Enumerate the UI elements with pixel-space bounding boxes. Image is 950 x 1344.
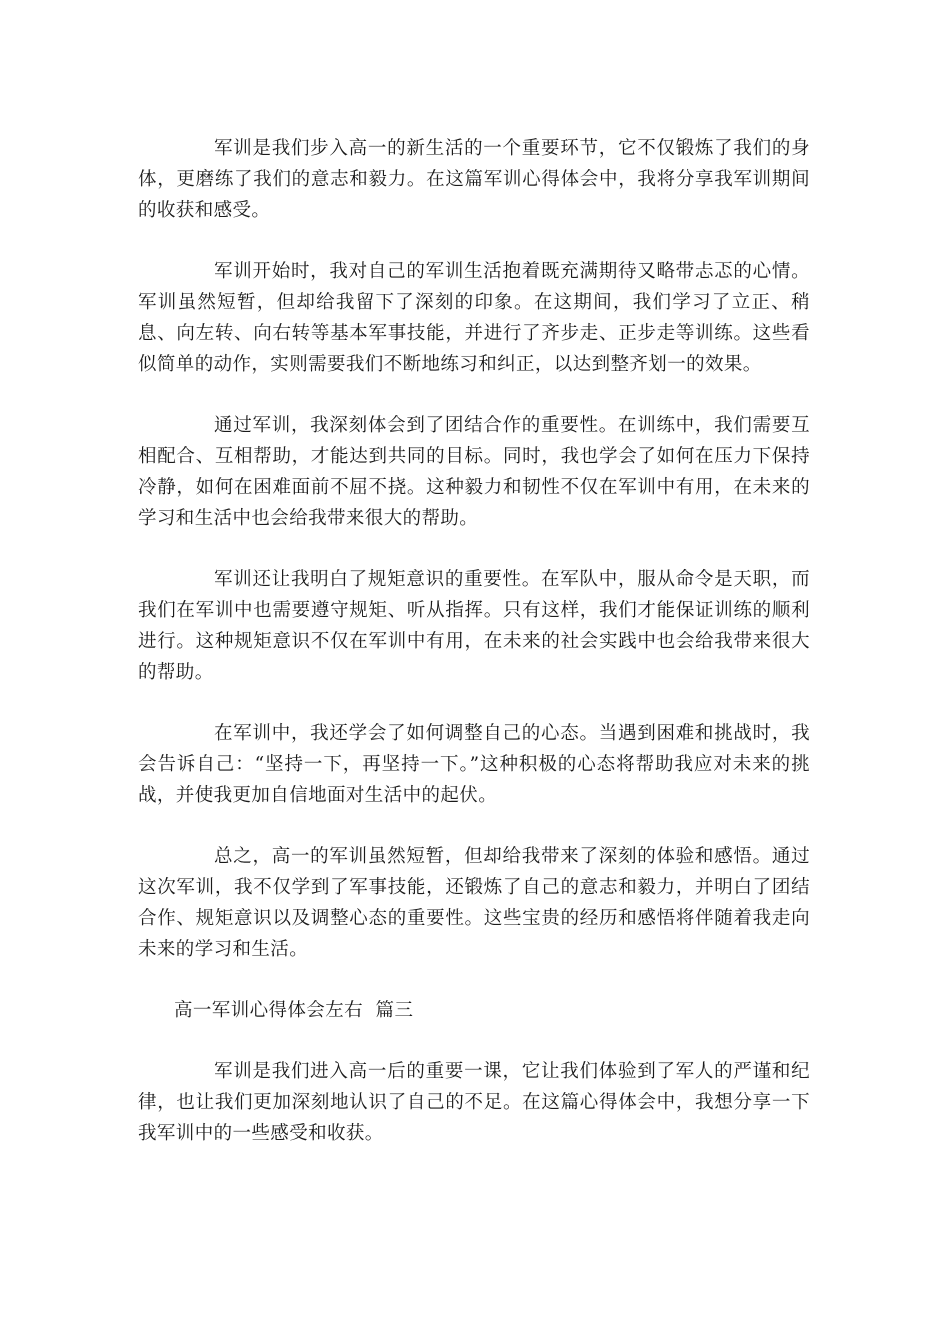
- document-body: [138, 133, 810, 1179]
- paragraph: 军训还让我明白了规矩意识的重要性。在军队中，服从命令是天职，而我们在军训中也需要遵守规矩、听从指挥。只有这样，我们才能保证训练的顺利进行。这种规矩意识不仅在军训中有用，在未来的社会实践中也会给我带来很大的帮助。: [138, 569, 810, 683]
- paragraph: 在军训中，我还学会了如何调整自己的心态。当遇到困难和挑战时，我会告诉自己：“坚持一下，再坚持一下。”这种积极的心态将帮助我应对未来的挑战，并使我更加自信地面对生活中的起伏。: [138, 723, 810, 806]
- paragraph: 军训是我们步入高一的新生活的一个重要环节，它不仅锻炼了我们的身体，更磨练了我们的意志和毅力。在这篇军训心得体会中，我将分享我军训期间的收获和感受。: [138, 138, 810, 221]
- paragraph: 军训是我们进入高一后的重要一课，它让我们体验到了军人的严谨和纪律，也让我们更加深刻地认识了自己的不足。在这篇心得体会中，我想分享一下我军训中的一些感受和收获。: [138, 1061, 810, 1144]
- paragraph: 军训开始时，我对自己的军训生活抱着既充满期待又略带忐忑的心情。军训虽然短暂，但却给我留下了深刻的印象。在这期间，我们学习了立正、稍息、向左转、向右转等基本军事技能，并进行了齐步走、正步走等训练。这些看似简单的动作，实则需要我们不断地练习和纠正，以达到整齐划一的效果。: [138, 261, 810, 375]
- paragraph: 总之，高一的军训虽然短暂，但却给我带来了深刻的体验和感悟。通过这次军训，我不仅学到了军事技能，还锻炼了自己的意志和毅力，并明白了团结合作、规矩意识以及调整心态的重要性。这些宝贵的经历和感悟将伴随着我走向未来的学习和生活。: [138, 846, 810, 960]
- section-heading: 高一军训心得体会左右 篇三: [174, 1000, 414, 1021]
- paragraph: 通过军训，我深刻体会到了团结合作的重要性。在训练中，我们需要互相配合、互相帮助，才能达到共同的目标。同时，我也学会了如何在压力下保持冷静，如何在困难面前不屈不挠。这种毅力和韧性不仅在军训中有用，在未来的学习和生活中也会给我带来很大的帮助。: [138, 415, 810, 529]
